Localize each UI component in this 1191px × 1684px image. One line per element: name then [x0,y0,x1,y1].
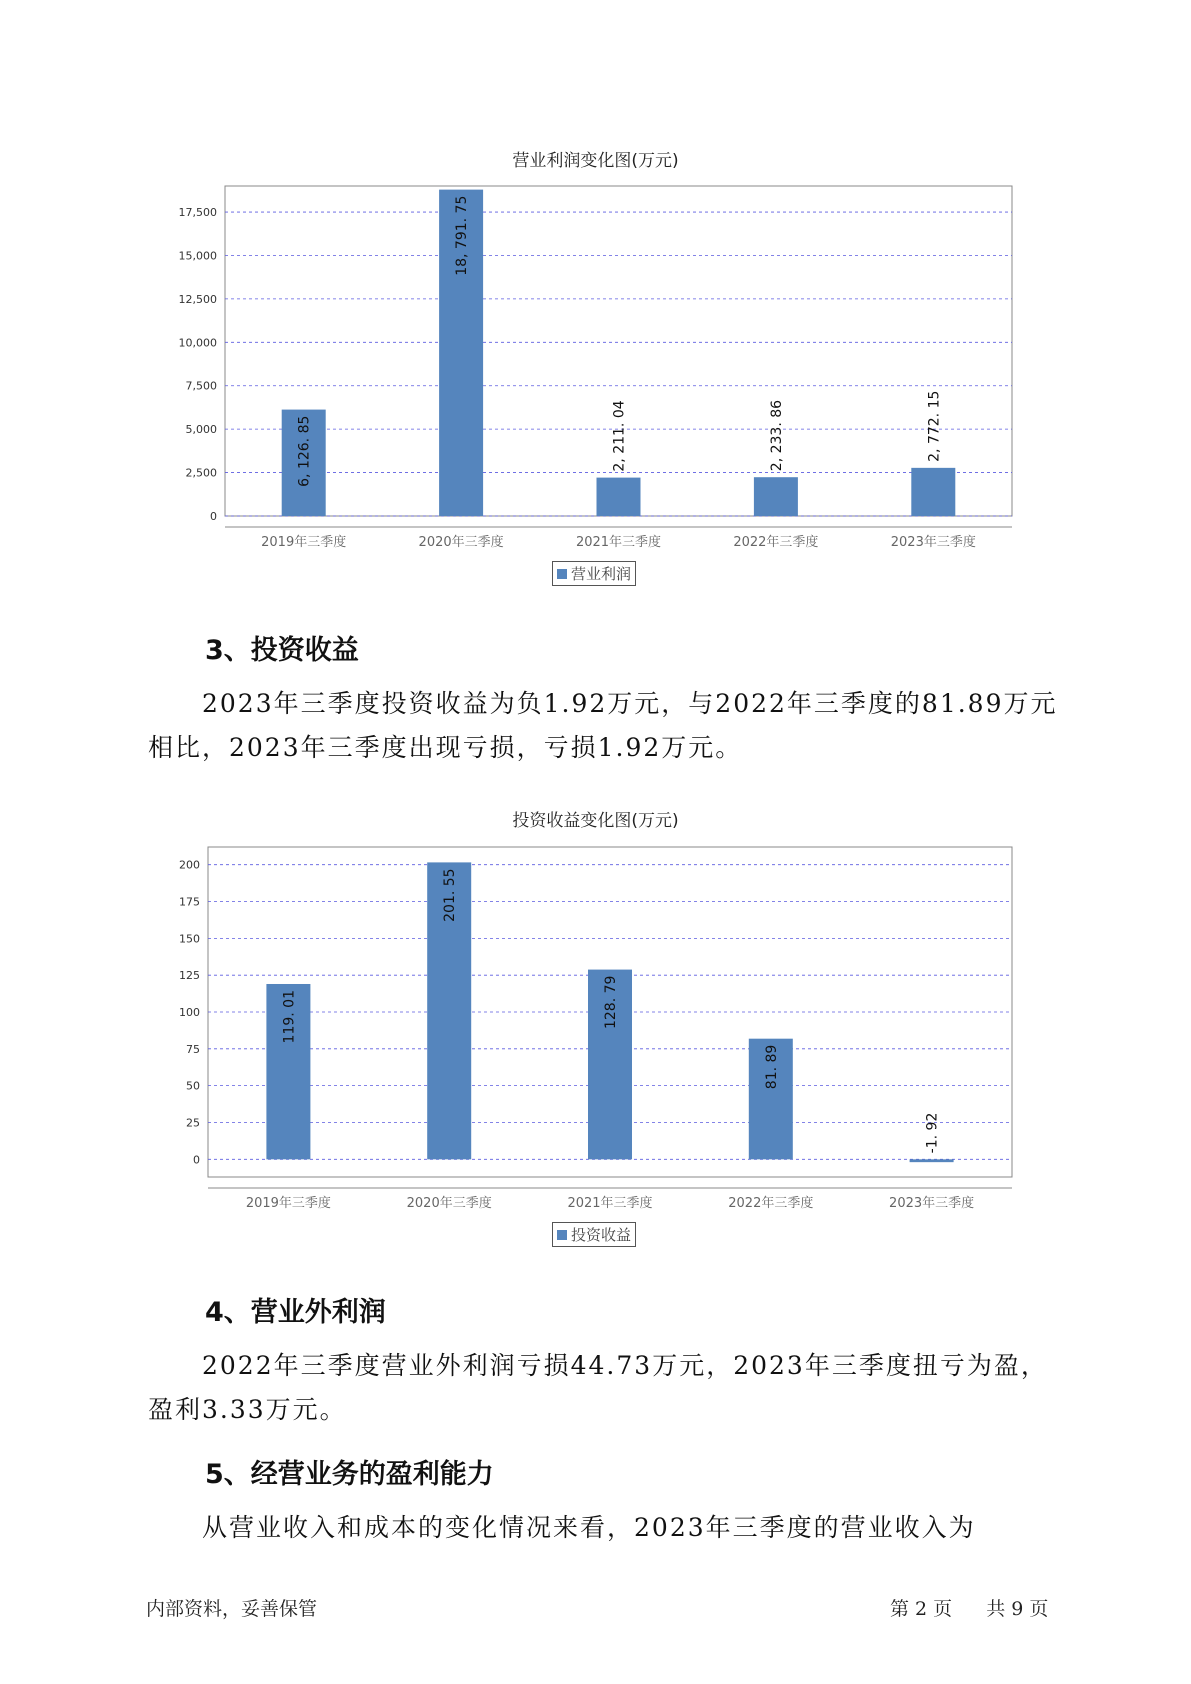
x-tick-label: 2022年三季度 [733,535,819,550]
y-tick-label: 125 [179,969,200,983]
footer-total-pages: 共 9 页 [986,1598,1049,1620]
x-tick-label: 2021年三季度 [567,1196,653,1211]
bar-value-label: 18, 791. 75 [454,195,471,276]
bar-value-label: 2, 233. 86 [768,399,785,472]
x-tick-label: 2023年三季度 [889,1196,975,1211]
bar-value-label: 2, 772. 15 [926,390,943,462]
section-5-paragraph: 从营业收入和成本的变化情况来看，2023年三季度的营业收入为 [202,1513,976,1542]
x-tick-label: 2019年三季度 [261,535,347,550]
legend-swatch-icon [557,1230,567,1240]
section-5-heading: 5、经营业务的盈利能力 [205,1459,494,1490]
footer-current-page: 第 2 页 [890,1598,953,1620]
y-tick-label: 12,500 [178,292,217,306]
x-tick-label: 2022年三季度 [728,1196,814,1211]
chart1-legend-label: 营业利润 [571,565,632,583]
section-4-paragraph: 2022年三季度营业外利润亏损44.73万元，2023年三季度扭亏为盈，盈利3.33万元。 [148,1351,1048,1424]
x-tick-label: 2019年三季度 [245,1196,331,1211]
y-tick-label: 0 [210,510,217,523]
footer-confidential-note: 内部资料，妥善保管 [146,1598,318,1620]
x-tick-label: 2023年三季度 [890,535,976,550]
y-tick-label: 25 [186,1116,200,1130]
chart1-title: 营业利润变化图(万元) [512,151,679,171]
chart2-title: 投资收益变化图(万元) [512,811,679,831]
bar-value-label: 119. 01 [281,989,298,1044]
y-tick-label: 100 [179,1006,200,1019]
y-tick-label: 150 [179,932,200,946]
y-tick-label: 175 [179,895,200,909]
bar-value-label: 6, 126. 85 [296,415,313,487]
x-tick-label: 2020年三季度 [418,535,504,550]
section-3-heading: 3、投资收益 [205,635,359,666]
bar [910,1159,954,1162]
bar-value-label: -1. 92 [924,1112,941,1154]
y-tick-label: 7,500 [185,379,217,393]
section-4-heading: 4、营业外利润 [205,1297,386,1328]
bar-value-label: 128. 79 [603,975,619,1030]
y-tick-label: 17,500 [178,206,217,220]
y-tick-label: 5,000 [185,423,217,437]
footer-page-number [890,1594,1048,1621]
y-tick-label: 15,000 [178,249,217,263]
x-tick-label: 2020年三季度 [406,1196,492,1211]
y-tick-label: 2,500 [185,466,217,480]
bar-value-label: 2, 211. 04 [611,400,628,472]
chart2-legend-label: 投资收益 [571,1226,632,1244]
y-tick-label: 0 [193,1153,200,1167]
section-3-paragraph: 2023年三季度投资收益为负1.92万元，与2022年三季度的81.89万元相比，2023年三季度出现亏损，亏损1.92万元。 [148,689,1058,762]
y-tick-label: 10,000 [178,336,217,350]
bar-value-label: 81. 89 [763,1044,780,1090]
y-tick-label: 200 [179,858,200,872]
x-tick-label: 2021年三季度 [575,535,662,550]
y-tick-label: 50 [186,1079,200,1093]
y-tick-label: 75 [186,1042,200,1056]
bar-value-label: 201. 55 [442,868,459,922]
chart2-legend [552,1222,636,1247]
